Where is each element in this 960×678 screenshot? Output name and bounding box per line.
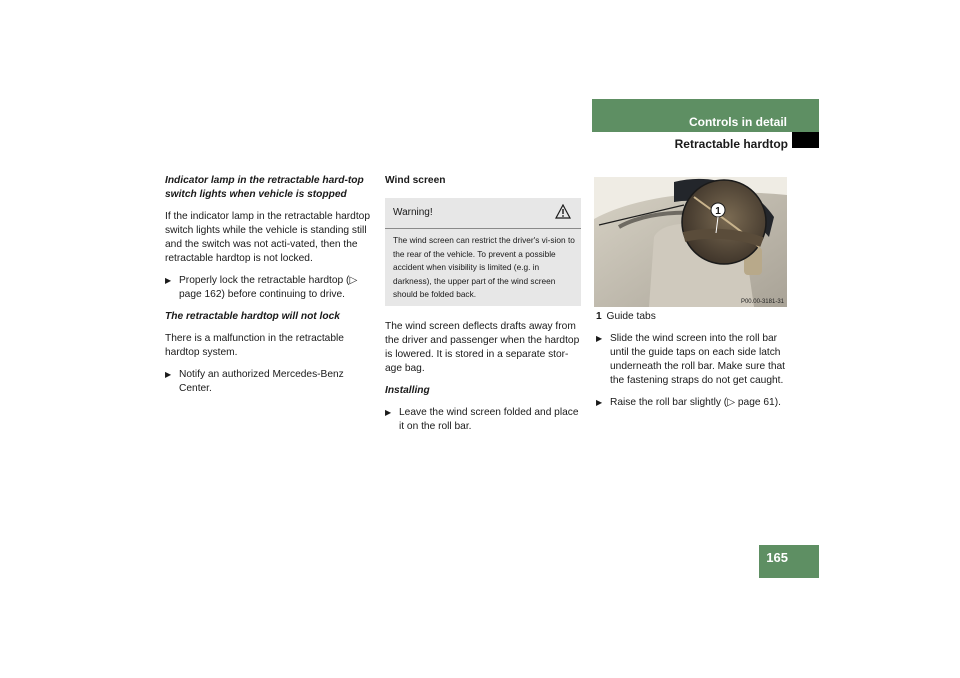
warning-triangle-icon [555,204,571,224]
instruction-text: Properly lock the retractable hardtop (▷ page 162) before continuing to drive. [179,275,358,300]
page-number: 165 [766,550,788,565]
heading-installing: Installing [385,384,430,396]
warning-box [385,198,581,306]
subsection-title: Retractable hardtop [674,137,788,151]
paragraph: There is a malfunction in the retractable hardtop system. [165,333,344,358]
instruction-item [165,368,370,396]
instruction-text: Raise the roll bar slightly (▷ page 61). [610,397,781,408]
warning-header [385,198,581,229]
instruction-item [596,332,792,388]
instruction-text: Leave the wind screen folded and place it on the roll bar. [399,406,579,432]
photo-illustration [594,177,787,307]
legend-text: Guide tabs [606,311,656,322]
roll-bar-photo [594,177,787,307]
instruction-item [596,396,792,410]
page-number-box [759,545,819,578]
callout-number: 1 [715,206,721,217]
legend-number: 1 [596,311,602,322]
heading-will-not-lock: The retractable hardtop will not lock [165,311,340,322]
paragraph: If the indicator lamp in the retractable hardtop switch lights while the vehicle is standing still and the switch was not acti-vated, then the retractable hardtop is not locked. [165,211,370,264]
section-title: Controls in detail [688,115,787,129]
instruction-item [385,406,583,434]
header-marker [792,132,819,148]
image-code: P00.00-3181-31 [740,299,784,305]
legend-item [596,310,792,324]
warning-title: Warning! [393,207,433,218]
header-bar [592,99,819,132]
paragraph: The wind screen deflects drafts away from the driver and passenger when the hardtop is lowered. It is stored in a separate stor-age bag. [385,320,580,374]
instruction-item [165,274,370,302]
column-2 [385,174,583,442]
column-1 [165,174,370,404]
instruction-text: Slide the wind screen into the roll bar until the guide taps on each side latch underneath the roll bar. Make sure that the fastening straps do not get caught. [610,333,785,386]
column-3 [596,310,792,418]
heading-indicator-lamp: Indicator lamp in the retractable hard-top switch lights when vehicle is stopped [165,175,364,200]
bullet-arrow-icon: ▶ [596,398,603,407]
bullet-arrow-icon: ▶ [165,276,172,285]
heading-wind-screen: Wind screen [385,175,446,186]
instruction-text: Notify an authorized Mercedes-Benz Center. [179,369,344,394]
warning-text: The wind screen can restrict the driver's vi-sion to the rear of the vehicle. To prevent a possible accident when visibility is limited (e.g. in darkness), the upper part of the wind screen should be folded back. [393,235,575,299]
bullet-arrow-icon: ▶ [596,334,603,343]
bullet-arrow-icon: ▶ [165,370,172,379]
bullet-arrow-icon: ▶ [385,407,392,417]
